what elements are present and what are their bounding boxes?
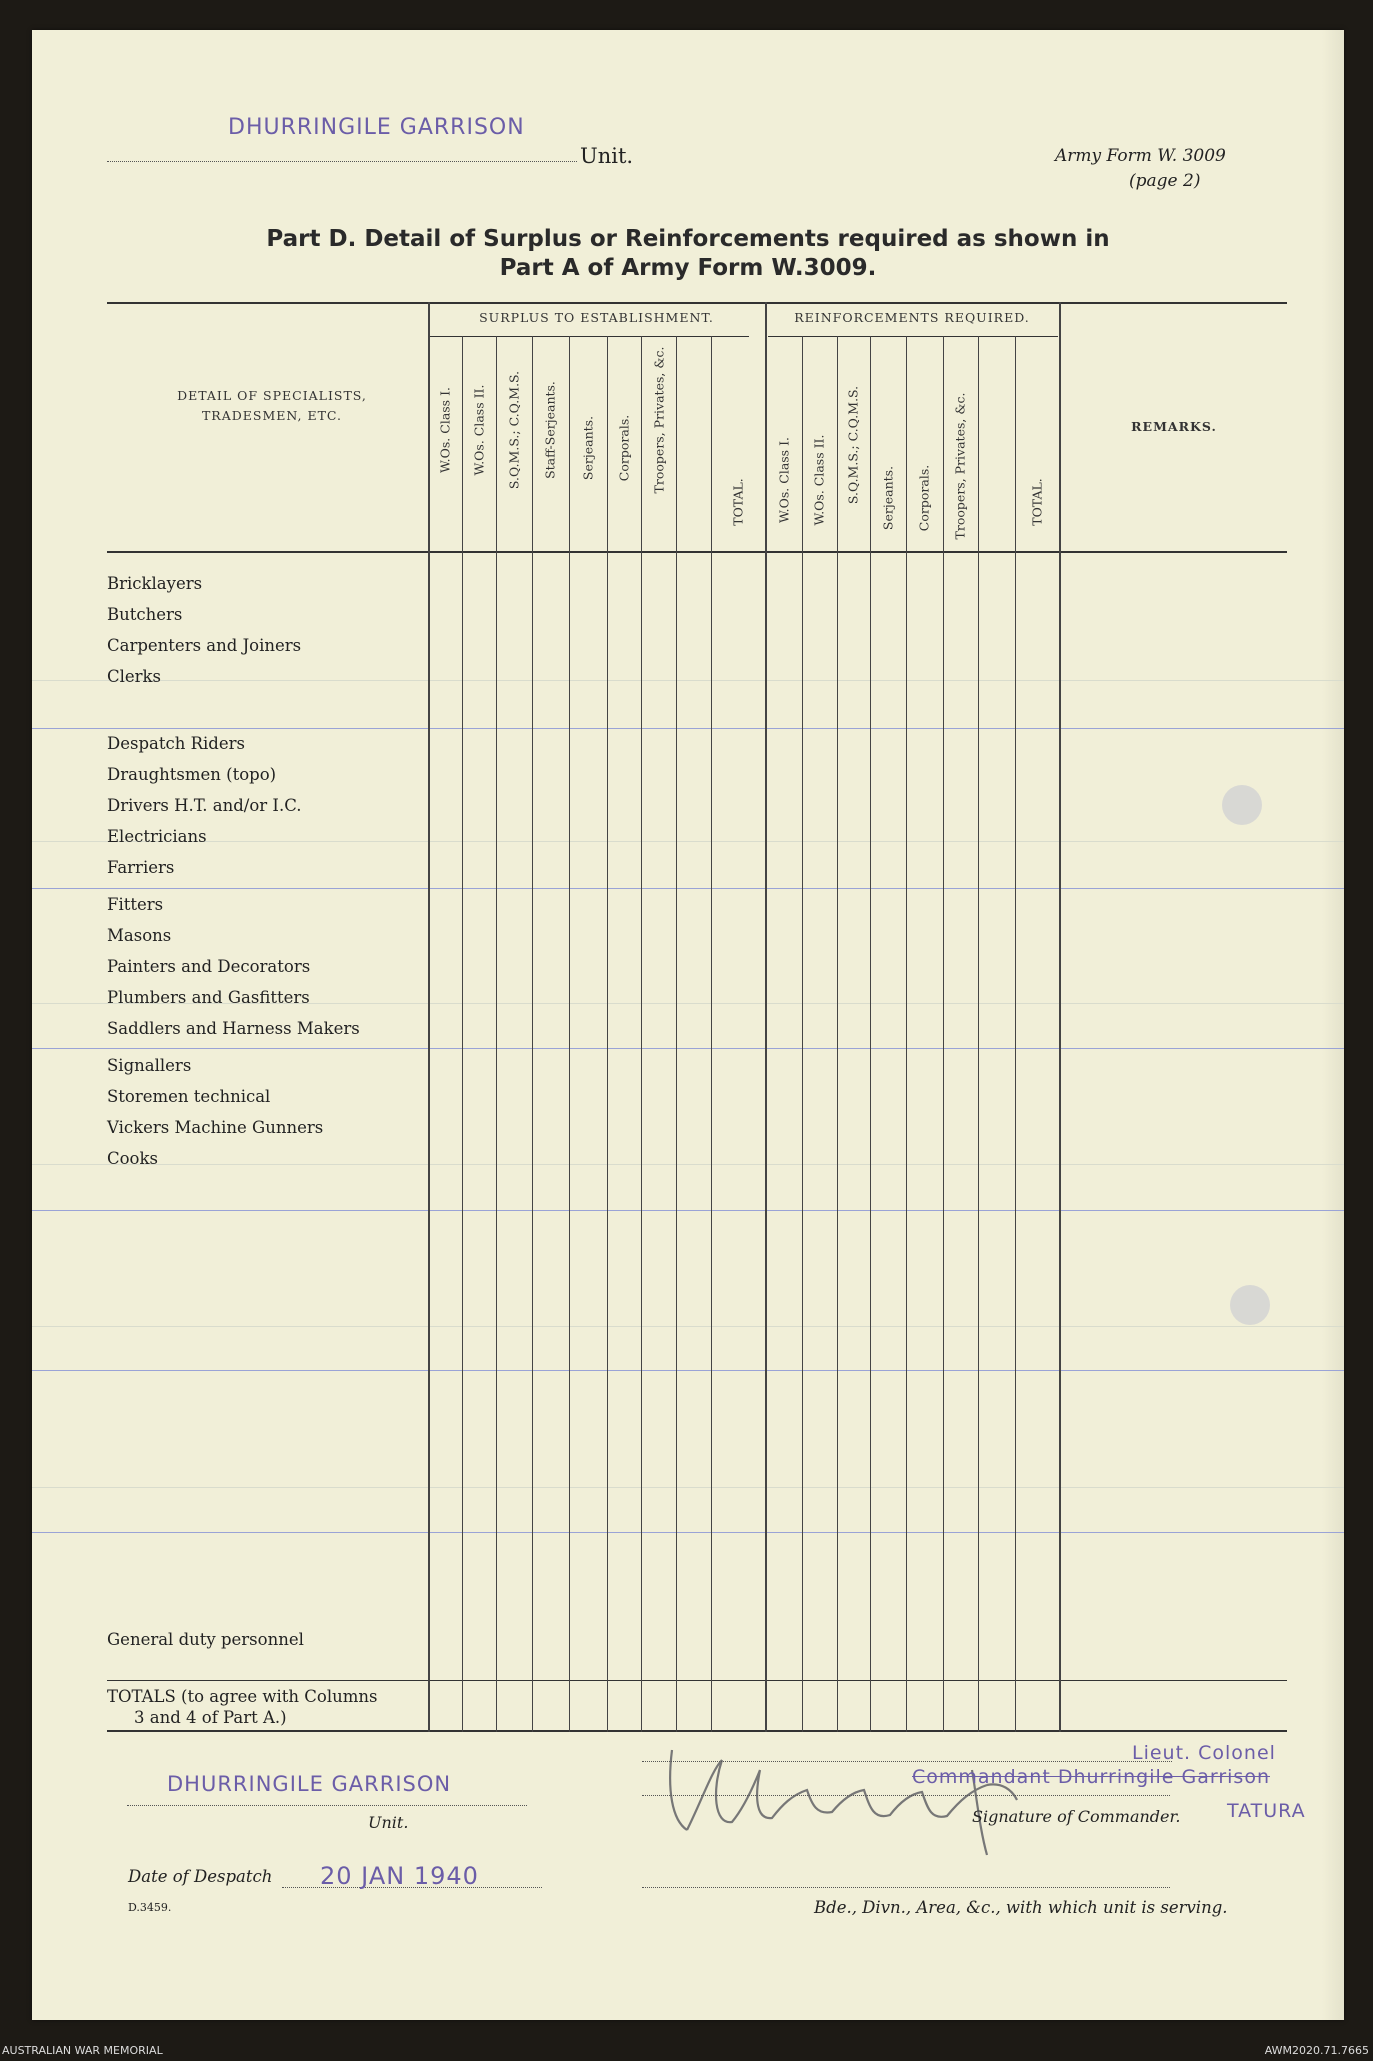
form-page: [32, 30, 1344, 2020]
signature-line: [642, 1794, 1170, 1796]
footer-unit-line: [127, 1804, 527, 1806]
reinforce-col-serjeants: Serjeants.: [880, 465, 896, 531]
column-line: [978, 336, 979, 1732]
column-line: [496, 336, 497, 1732]
detail-header-line1: DETAIL OF SPECIALISTS,: [177, 388, 367, 403]
surplus-col-wo-class-2: W.Os. Class II.: [471, 384, 487, 476]
surplus-header: SURPLUS TO ESTABLISHMENT.: [479, 310, 714, 325]
date-stamp: 20 JAN 1940: [320, 1862, 479, 1890]
reinforce-col-wo-class-2: W.Os. Class II.: [811, 434, 827, 526]
form-title-line2: Part A of Army Form W.3009.: [499, 255, 877, 281]
trade-row: Clerks: [107, 667, 162, 686]
column-line: [943, 336, 944, 1732]
ruled-line: [32, 1326, 1344, 1327]
rank-stamp: Lieut. Colonel: [1132, 1742, 1276, 1764]
surplus-col-serjeants: Serjeants.: [580, 415, 596, 481]
blue-rule: [32, 1048, 1344, 1049]
paper-edge: [1322, 30, 1344, 2020]
trade-row: Masons: [107, 926, 172, 945]
unit-dotted-line: [107, 160, 577, 162]
form-reference: Army Form W. 3009: [1055, 146, 1226, 166]
trade-row: Farriers: [107, 858, 175, 877]
punch-hole: [1222, 785, 1262, 825]
surplus-col-troopers-privates: Troopers, Privates, &c.: [651, 346, 667, 494]
column-line: [837, 336, 838, 1732]
signature-label: Signature of Commander.: [972, 1807, 1181, 1826]
trade-row: Butchers: [107, 605, 183, 624]
surplus-subrule: [428, 336, 749, 337]
table-top-rule: [107, 302, 1287, 304]
commandant-stamp: Commandant Dhurringile Garrison: [912, 1766, 1270, 1788]
unit-stamp: DHURRINGILE GARRISON: [228, 115, 525, 140]
column-line: [462, 336, 463, 1732]
column-line: [532, 336, 533, 1732]
reinforce-col-corporals: Corporals.: [916, 464, 932, 532]
surplus-col-wo-class-1: W.Os. Class I.: [437, 387, 453, 473]
surplus-col-total: TOTAL.: [730, 478, 746, 526]
reinforcements-header: REINFORCEMENTS REQUIRED.: [794, 310, 1030, 325]
column-separator: [765, 302, 767, 1732]
totals-label-line2: 3 and 4 of Part A.): [134, 1708, 287, 1727]
header-bottom-rule: [107, 551, 1287, 553]
ruled-line: [32, 841, 1344, 842]
reinforce-col-sqms-cqms: S.Q.M.S.; C.Q.M.S.: [845, 385, 861, 505]
ruled-line: [32, 680, 1344, 681]
surplus-col-staff-serjeants: Staff-Serjeants.: [542, 381, 558, 479]
ruled-line: [32, 1164, 1344, 1165]
trade-row: Cooks: [107, 1149, 158, 1168]
trade-row: Painters and Decorators: [107, 957, 311, 976]
unit-label: Unit.: [580, 144, 634, 168]
rank-line: [642, 1760, 1172, 1762]
page-reference: (page 2): [1129, 171, 1201, 191]
trade-row: Despatch Riders: [107, 734, 245, 753]
trade-row: Storemen technical: [107, 1087, 271, 1106]
blue-rule: [32, 888, 1344, 889]
form-code: D.3459.: [128, 1901, 172, 1914]
column-separator: [428, 302, 430, 1732]
surplus-col-sqms-cqms: S.Q.M.S.; C.Q.M.S.: [506, 370, 522, 490]
trade-row: Saddlers and Harness Makers: [107, 1019, 360, 1038]
trade-row: Plumbers and Gasfitters: [107, 988, 310, 1007]
surplus-col-corporals: Corporals.: [616, 414, 632, 482]
totals-top-rule: [107, 1680, 1287, 1681]
trade-row: Electricians: [107, 827, 207, 846]
reinforce-col-wo-class-1: W.Os. Class I.: [776, 437, 792, 523]
punch-hole: [1230, 1285, 1270, 1325]
reinforce-col-total: TOTAL.: [1029, 478, 1045, 526]
column-separator: [1059, 302, 1061, 1732]
detail-header-line2: TRADESMEN, ETC.: [201, 408, 343, 423]
trade-row: Draughtsmen (topo): [107, 765, 277, 784]
footer-unit-label: Unit.: [368, 1813, 409, 1832]
trade-row: Vickers Machine Gunners: [107, 1118, 324, 1137]
blue-rule: [32, 1210, 1344, 1211]
watermark-right: AWM2020.71.7665: [1264, 2044, 1369, 2057]
general-duty-row: General duty personnel: [107, 1630, 304, 1649]
trade-row: Bricklayers: [107, 574, 203, 593]
place-stamp: TATURA: [1227, 1800, 1306, 1822]
reinforce-col-troopers-privates: Troopers, Privates, &c.: [952, 392, 968, 540]
remarks-header: REMARKS.: [1131, 419, 1217, 434]
bde-line: [642, 1886, 1170, 1888]
totals-label-line1: TOTALS (to agree with Columns: [107, 1687, 378, 1706]
blue-rule: [32, 728, 1344, 729]
watermark-left: AUSTRALIAN WAR MEMORIAL: [2, 2044, 163, 2057]
column-line: [676, 336, 677, 1732]
blue-rule: [32, 1370, 1344, 1371]
column-line: [1015, 336, 1016, 1732]
column-line: [870, 336, 871, 1732]
trade-row: Fitters: [107, 895, 164, 914]
ruled-line: [32, 1487, 1344, 1488]
column-line: [906, 336, 907, 1732]
footer-unit-stamp: DHURRINGILE GARRISON: [167, 1772, 452, 1796]
trade-row: Drivers H.T. and/or I.C.: [107, 796, 302, 815]
column-line: [569, 336, 570, 1732]
column-line: [641, 336, 642, 1732]
form-title-line1: Part D. Detail of Surplus or Reinforcements required as shown in: [266, 226, 1110, 252]
column-line: [607, 336, 608, 1732]
trade-row: Carpenters and Joiners: [107, 636, 302, 655]
blue-rule: [32, 1532, 1344, 1533]
date-label: Date of Despatch: [128, 1867, 273, 1886]
column-line: [802, 336, 803, 1732]
trade-row: Signallers: [107, 1056, 192, 1075]
bde-label: Bde., Divn., Area, &c., with which unit is serving.: [814, 1898, 1228, 1917]
column-line: [711, 336, 712, 1732]
